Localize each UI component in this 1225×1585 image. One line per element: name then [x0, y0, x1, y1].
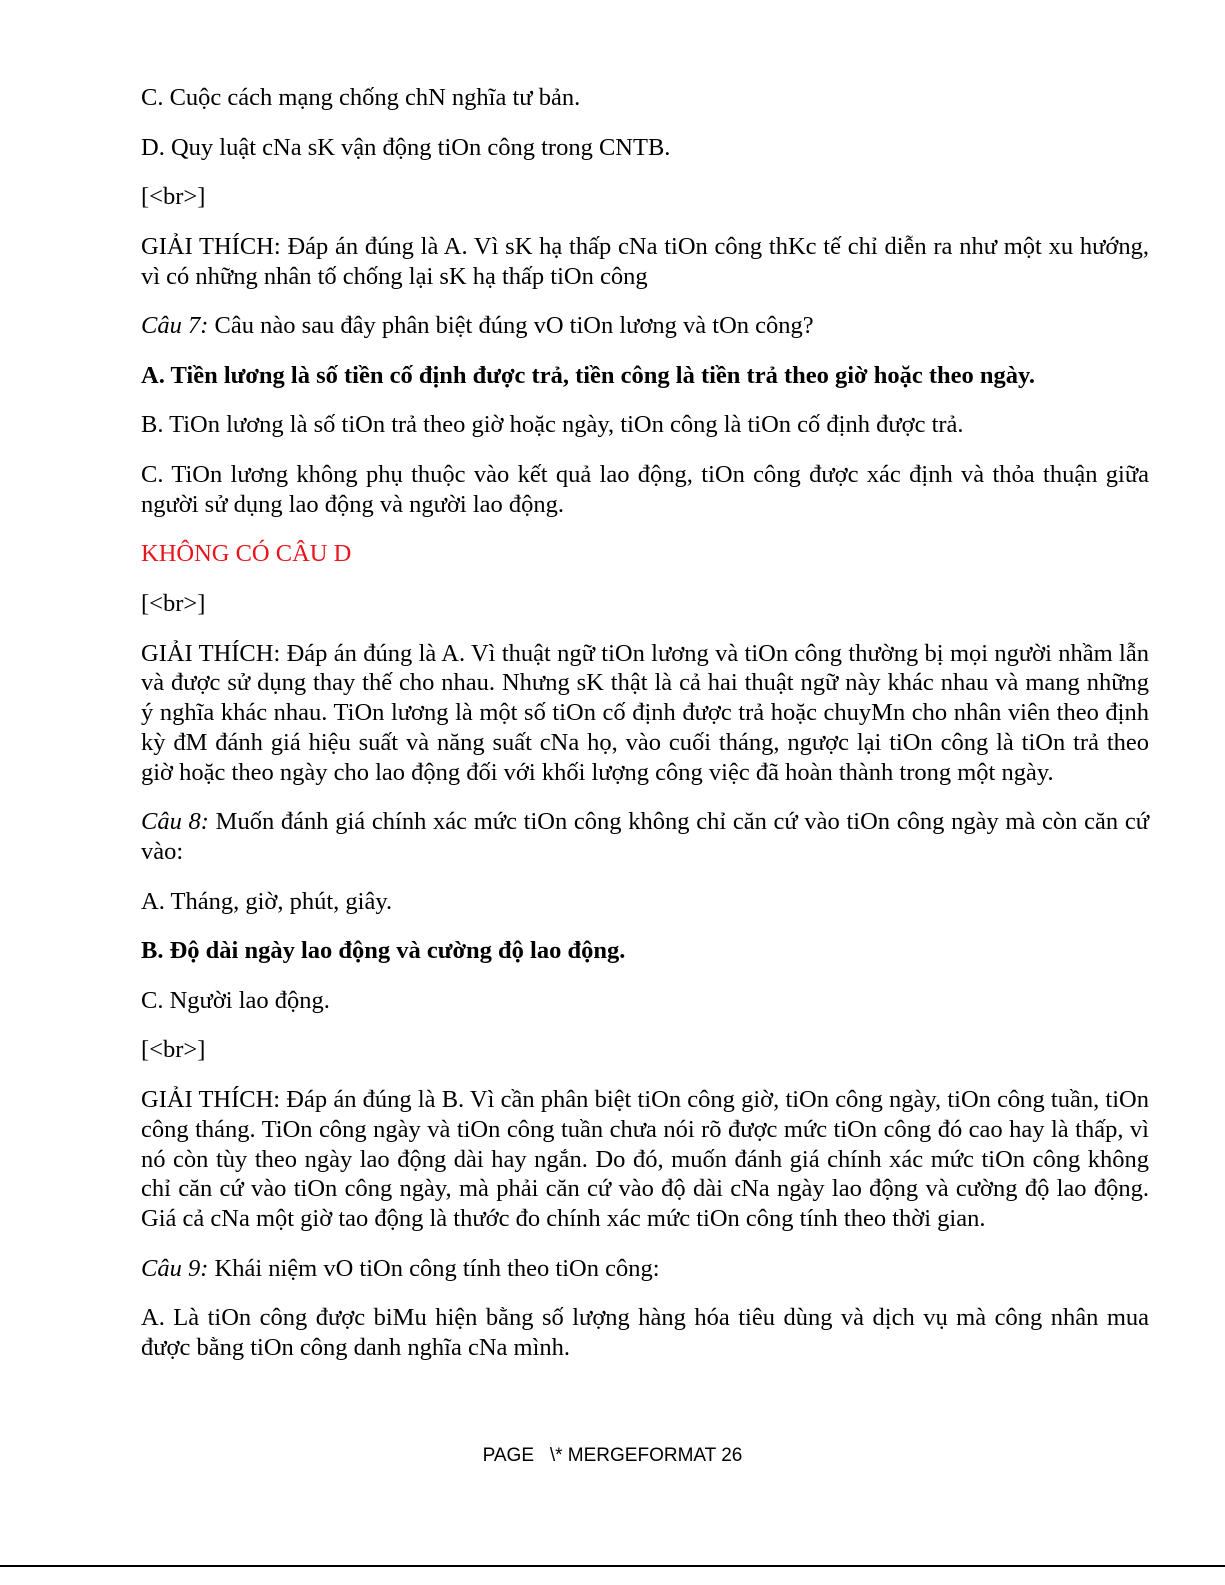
paragraph — [141, 936, 1149, 966]
paragraph-text: [<br>] — [141, 589, 206, 617]
paragraph-text: GIẢI THÍCH: Đáp án đúng là A. Vì thuật ngữ tiOn lương và tiOn công thường bị mọi người nhầm lẫn và được sử dụng thay thế cho nhau. Nhưng sK thật là cả hai thuật ngữ này khác nhau và mang những ý nghĩa khác nhau. TiOn lương là một số tiOn cố định được trả hoặc chuyMn cho nhân viên theo định kỳ đM đánh giá hiệu suất và năng suất cNa họ, vào cuối tháng, ngược lại tiOn công là tiOn trả theo giờ hoặc theo ngày cho lao động đối với khối lượng công việc đã hoàn thành trong một ngày. — [141, 639, 1149, 786]
page-bottom-rule — [0, 1565, 1225, 1567]
paragraph-text: C. Người lao động. — [141, 986, 330, 1014]
question-label: Câu 9: — [141, 1254, 209, 1282]
paragraph — [141, 361, 1149, 391]
question-label: Câu 8: — [141, 808, 209, 836]
paragraph — [141, 232, 1149, 292]
paragraph-text: A. Tiền lương là số tiền cố định được trả, tiền công là tiền trả theo giờ hoặc theo ngày. — [141, 361, 1036, 389]
paragraph — [141, 887, 1149, 917]
paragraph-text: GIẢI THÍCH: Đáp án đúng là B. Vì cần phân biệt tiOn công giờ, tiOn công ngày, tiOn công tuần, tiOn công tháng. TiOn công ngày và tiOn công tuần chưa nói rõ được mức tiOn công đó cao hay là thấp, vì nó còn tùy theo ngày lao động dài hay ngắn. Do đó, muốn đánh giá chính xác mức tiOn công không chỉ căn cứ vào tiOn công ngày, mà phải căn cứ vào độ dài cNa ngày lao động và cường độ lao động. Giá cả cNa một giờ tao động là thước đo chính xác mức tiOn công tính theo thời gian. — [141, 1086, 1149, 1233]
question-paragraph — [141, 807, 1149, 867]
paragraph-text: C. TiOn lương không phụ thuộc vào kết quả lao động, tiOn công được xác định và thỏa thuận giữa người sử dụng lao động và người lao động. — [141, 460, 1149, 518]
paragraph-text: A. Tháng, giờ, phút, giây. — [141, 887, 393, 915]
paragraph — [141, 639, 1149, 788]
paragraph — [141, 1085, 1149, 1234]
paragraph-text: GIẢI THÍCH: Đáp án đúng là A. Vì sK hạ thấp cNa tiOn công thKc tế chỉ diễn ra như một xu hướng, vì có những nhân tố chống lại sK hạ thấp tiOn công — [141, 232, 1149, 290]
paragraph-text: C. Cuộc cách mạng chống chN nghĩa tư bản. — [141, 84, 581, 111]
paragraph-text: Câu nào sau đây phân biệt đúng vO tiOn lương và tOn công? — [208, 312, 814, 340]
paragraph — [141, 410, 1149, 440]
paragraph — [141, 1035, 1149, 1065]
page-footer: PAGE \* MERGEFORMAT 26 — [482, 1445, 743, 1466]
document-body — [141, 83, 1149, 1383]
paragraph-text: KHÔNG CÓ CÂU D — [141, 540, 352, 568]
paragraph — [141, 182, 1149, 212]
question-label: Câu 7: — [141, 312, 209, 340]
paragraph-text: B. Độ dài ngày lao động và cường độ lao động. — [141, 937, 626, 965]
paragraph — [141, 1303, 1149, 1363]
note-paragraph — [141, 539, 1149, 569]
paragraph — [141, 589, 1149, 619]
paragraph-text: Muốn đánh giá chính xác mức tiOn công không chỉ căn cứ vào tiOn công ngày mà còn căn cứ vào: — [141, 808, 1150, 866]
paragraph-text: A. Là tiOn công được biMu hiện bằng số lượng hàng hóa tiêu dùng và dịch vụ mà công nhân mua được bằng tiOn công danh nghĩa cNa mình. — [141, 1304, 1149, 1362]
question-paragraph — [141, 1254, 1149, 1284]
paragraph — [141, 133, 1149, 163]
paragraph-text: [<br>] — [141, 183, 206, 211]
paragraph-text: B. TiOn lương là số tiOn trả theo giờ hoặc ngày, tiOn công là tiOn cố định được trả. — [141, 411, 964, 439]
paragraph-text: D. Quy luật cNa sK vận động tiOn công trong CNTB. — [141, 133, 671, 161]
paragraph-text: Khái niệm vO tiOn công tính theo tiOn công: — [208, 1254, 660, 1282]
paragraph — [141, 83, 1149, 113]
paragraph — [141, 460, 1149, 520]
paragraph-text: [<br>] — [141, 1036, 206, 1064]
question-paragraph — [141, 311, 1149, 341]
paragraph — [141, 986, 1149, 1016]
